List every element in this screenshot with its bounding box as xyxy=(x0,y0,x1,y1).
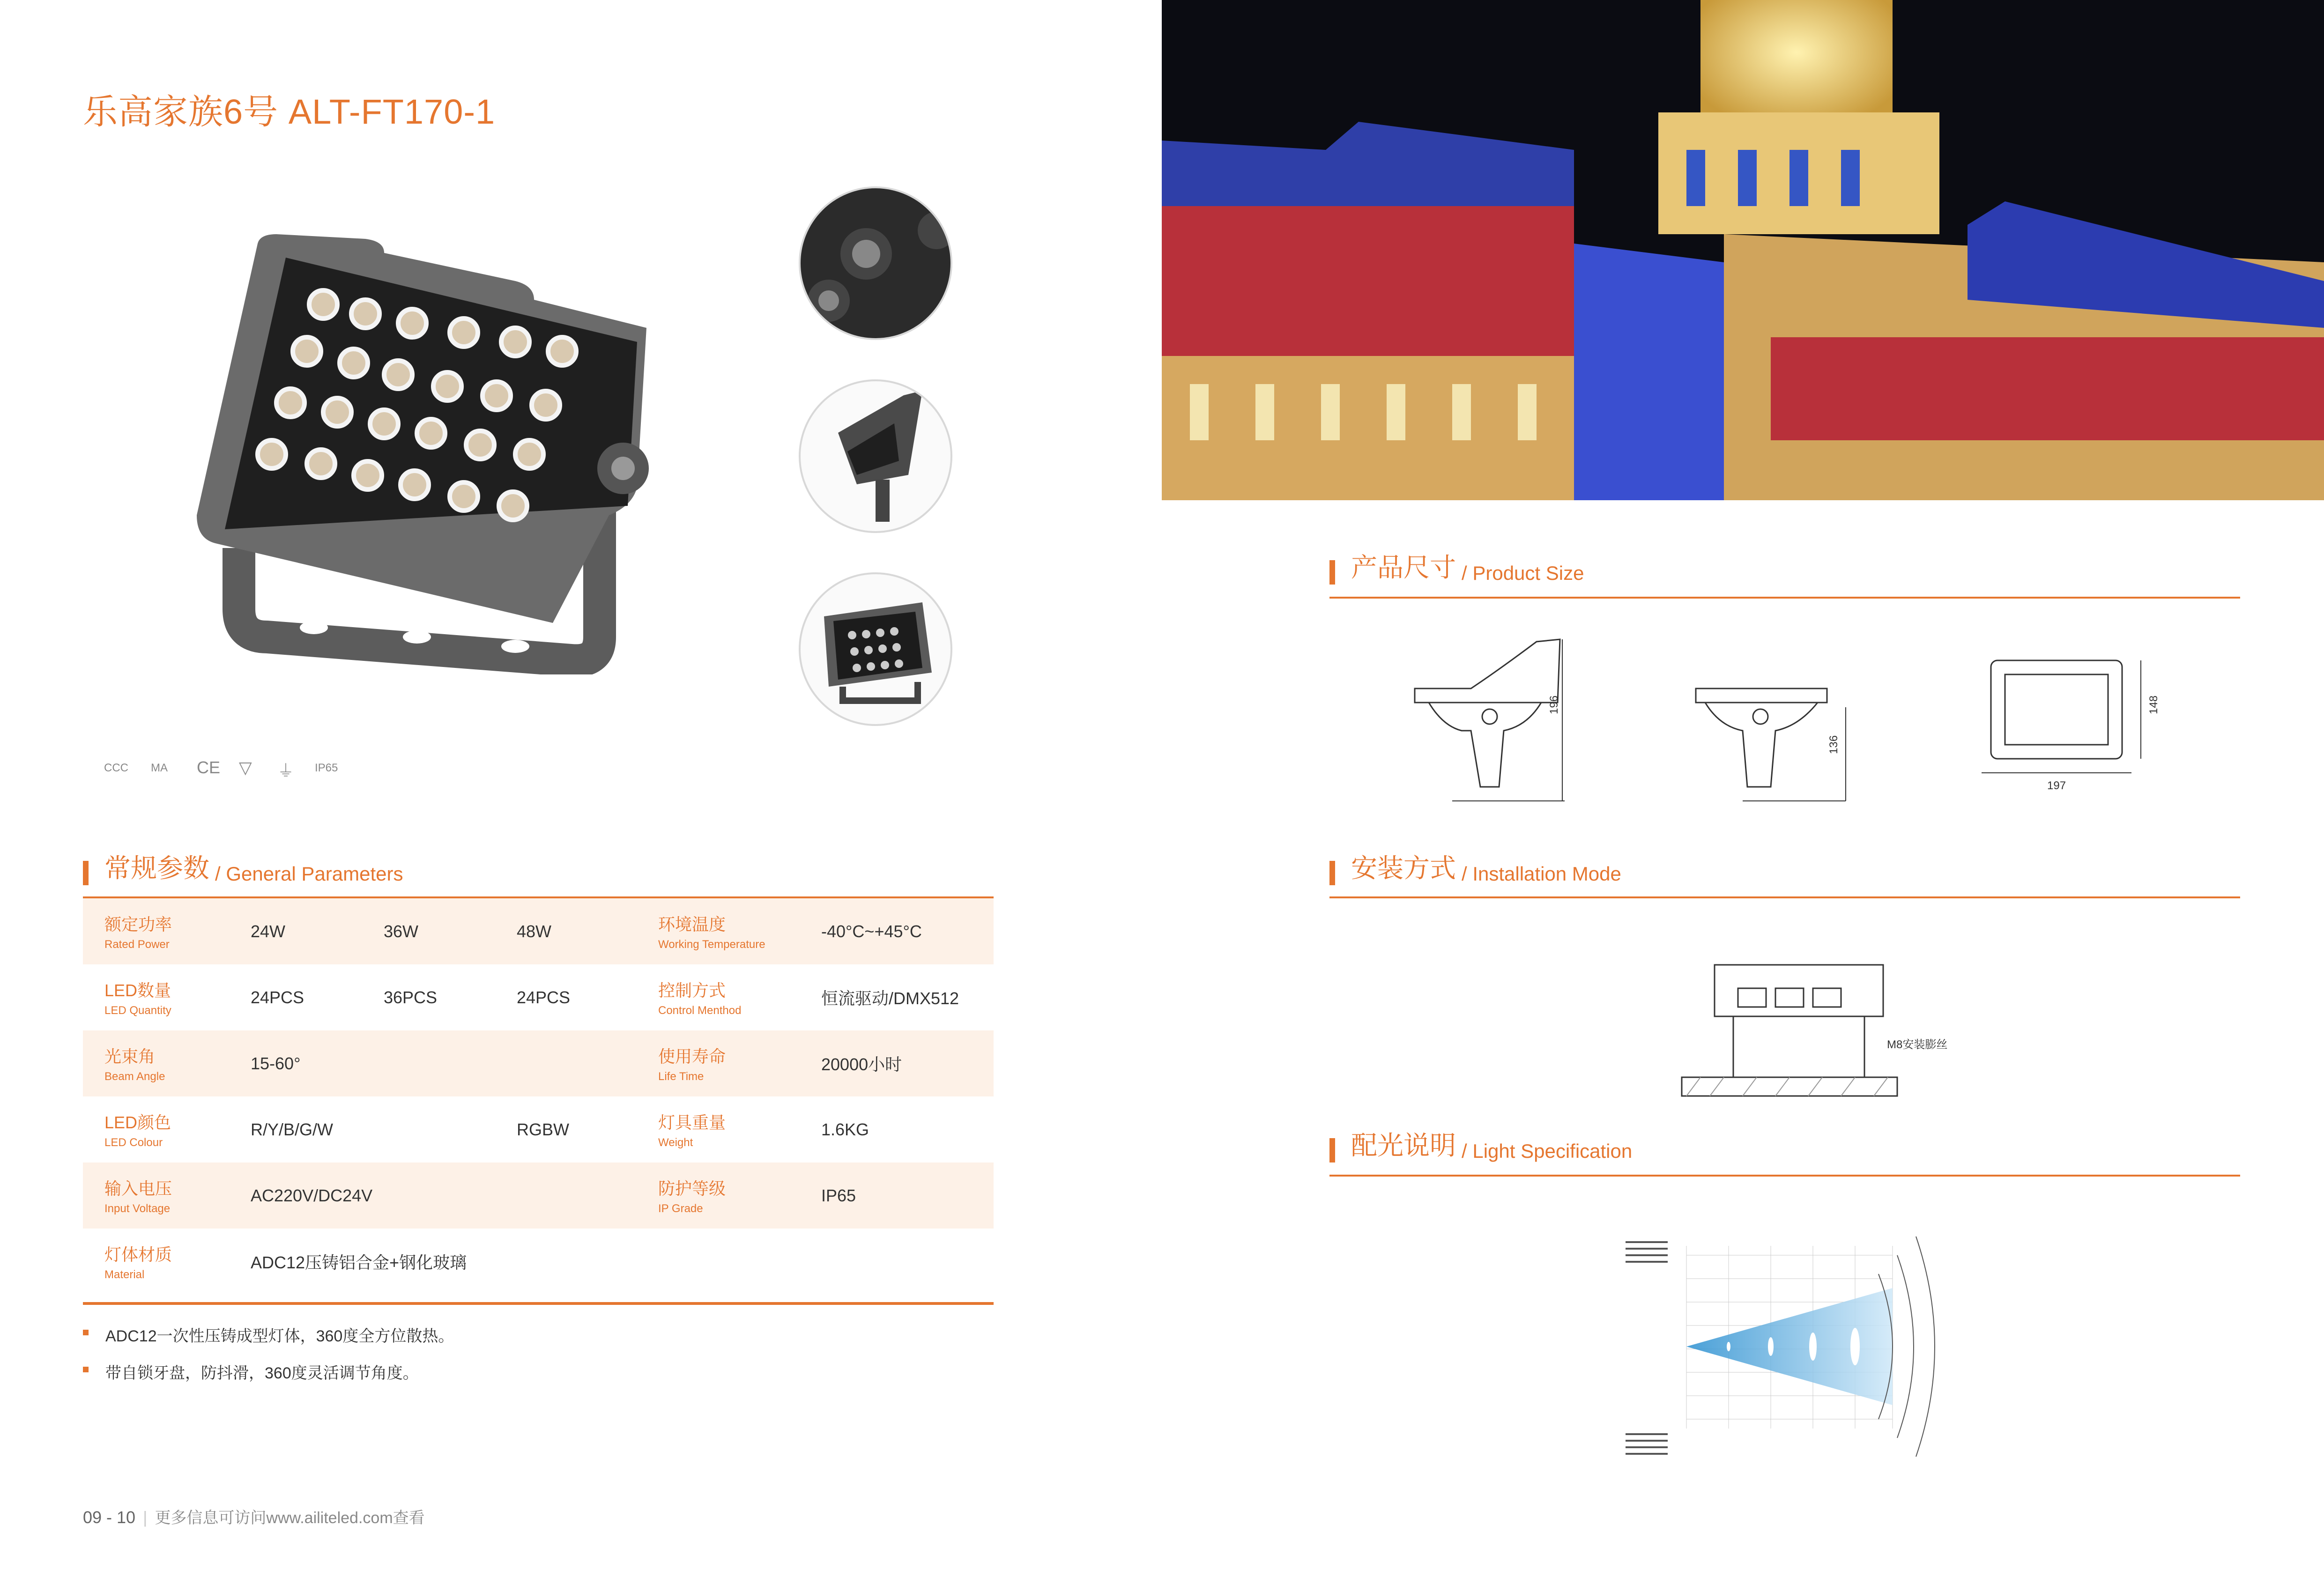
param-value xyxy=(384,1096,517,1162)
param-value: 恒流驱动/DMX512 xyxy=(821,989,959,1008)
param-label-en: Weight xyxy=(658,1136,693,1149)
section-rule xyxy=(1329,896,2240,898)
table-bottom-rule xyxy=(83,1302,994,1305)
dim-width-top: 197 xyxy=(2047,779,2066,792)
param-value: 15-60° xyxy=(251,1030,384,1096)
section-title-en: / Installation Mode xyxy=(1462,863,1621,885)
param-value: RGBW xyxy=(517,1119,569,1139)
section-marker xyxy=(83,861,89,885)
section-marker xyxy=(1329,560,1335,585)
section-general-heading xyxy=(83,848,403,885)
ma-icon: MA xyxy=(151,762,168,774)
param-label-en: Material xyxy=(104,1268,145,1281)
section-title-zh: 常规参数 xyxy=(104,853,209,883)
section-marker xyxy=(1329,1138,1335,1162)
table-row xyxy=(83,964,994,1030)
param-value: ADC12压铸铝合金+钢化玻璃 xyxy=(251,1253,467,1272)
page-title: 乐高家族6号 ALT-FT170-1 xyxy=(83,92,496,131)
param-value xyxy=(517,1030,658,1096)
section-title-zh: 配光说明 xyxy=(1351,1131,1456,1160)
param-label-zh: 控制方式 xyxy=(658,981,726,1000)
list-item: ADC12一次性压铸成型灯体，360度全方位散热。 xyxy=(83,1323,454,1346)
section-rule xyxy=(1329,597,2240,599)
detail-led-closeup xyxy=(799,186,952,340)
page-footer xyxy=(83,1505,425,1528)
param-label-zh: 额定功率 xyxy=(104,915,172,934)
param-label-en: Rated Power xyxy=(104,938,170,951)
param-value: 48W xyxy=(517,898,658,964)
param-value: 24W xyxy=(251,898,384,964)
param-label-en: Beam Angle xyxy=(104,1070,165,1083)
table-row xyxy=(83,1229,994,1295)
detail-side-view xyxy=(799,379,952,533)
param-label-zh: 输入电压 xyxy=(104,1179,172,1198)
install-note: M8安装膨丝 xyxy=(1887,1038,1948,1051)
dimension-drawings xyxy=(1396,632,2192,810)
param-label-zh: LED数量 xyxy=(104,981,171,1000)
detail-perspective-view xyxy=(799,572,952,726)
param-label-zh: LED颜色 xyxy=(104,1113,171,1132)
section-rule xyxy=(1329,1175,2240,1177)
param-label-zh: 光束角 xyxy=(104,1047,156,1066)
section-title-en: / Product Size xyxy=(1462,562,1584,584)
param-label-zh: 灯体材质 xyxy=(104,1245,172,1264)
section-title-zh: 产品尺寸 xyxy=(1351,553,1456,582)
table-row xyxy=(83,898,994,964)
param-value: 1.6KG xyxy=(821,1119,869,1139)
section-marker xyxy=(1329,861,1335,885)
safety-triangle-icon: ▽ xyxy=(239,758,252,777)
section-size-heading xyxy=(1329,547,1584,585)
param-value: 20000小时 xyxy=(821,1030,994,1096)
feature-list xyxy=(83,1323,454,1397)
param-value xyxy=(384,1030,517,1096)
building-night-photo xyxy=(1162,0,2324,500)
param-label-en: Input Voltage xyxy=(104,1202,171,1215)
param-label-zh: 防护等级 xyxy=(658,1179,726,1198)
light-distribution-diagram xyxy=(1616,1227,1944,1471)
param-label-en: IP Grade xyxy=(658,1202,703,1215)
section-title-en: / General Parameters xyxy=(215,863,403,885)
section-light-heading xyxy=(1329,1125,1632,1162)
ground-icon: ⏚ xyxy=(277,761,295,780)
param-label-en: Control Menthod xyxy=(658,1004,742,1017)
param-value: 24PCS xyxy=(251,987,304,1007)
param-value xyxy=(384,1162,517,1229)
param-label-en: Life Time xyxy=(658,1070,704,1083)
param-value: 24PCS xyxy=(517,987,571,1007)
ip65-label: IP65 xyxy=(315,762,338,774)
dim-height-front: 136 xyxy=(1827,735,1840,754)
param-value: R/Y/B/G/W xyxy=(251,1119,334,1139)
product-main-image xyxy=(187,225,656,674)
page-numbers: 09 - 10 xyxy=(83,1508,136,1527)
section-title-zh: 安装方式 xyxy=(1351,853,1456,883)
installation-drawing xyxy=(1677,960,1939,1101)
param-label-en: LED Quantity xyxy=(104,1004,171,1017)
param-value: 36W xyxy=(384,898,517,964)
param-value: IP65 xyxy=(821,1162,994,1229)
parameters-table xyxy=(83,898,994,1295)
section-title-en: / Light Specification xyxy=(1462,1140,1633,1162)
param-value: AC220V/DC24V xyxy=(251,1162,384,1229)
param-label-en: Working Temperature xyxy=(658,938,765,951)
param-label-zh: 环境温度 xyxy=(658,915,726,934)
param-label-zh: 使用寿命 xyxy=(658,1047,726,1066)
param-value: -40°C~+45°C xyxy=(821,898,994,964)
ccc-icon: CCC xyxy=(104,762,128,774)
table-row xyxy=(83,1096,994,1162)
param-value: 36PCS xyxy=(384,987,438,1007)
table-row xyxy=(83,1030,994,1096)
table-row xyxy=(83,1162,994,1229)
param-value xyxy=(821,1229,994,1295)
footer-separator: | xyxy=(143,1508,148,1527)
dim-height-top: 148 xyxy=(2147,695,2160,714)
section-install-heading xyxy=(1329,848,1621,885)
param-label-zh: 灯具重量 xyxy=(658,1113,726,1132)
footer-note: 更多信息可访问www.ailiteled.com查看 xyxy=(155,1509,425,1527)
list-item: 带自锁牙盘，防抖滑，360度灵活调节角度。 xyxy=(83,1360,454,1383)
param-value xyxy=(517,1162,658,1229)
param-label-en: LED Colour xyxy=(104,1136,163,1149)
ce-icon: CE xyxy=(197,758,221,777)
dim-height-side: 196 xyxy=(1548,695,1560,714)
